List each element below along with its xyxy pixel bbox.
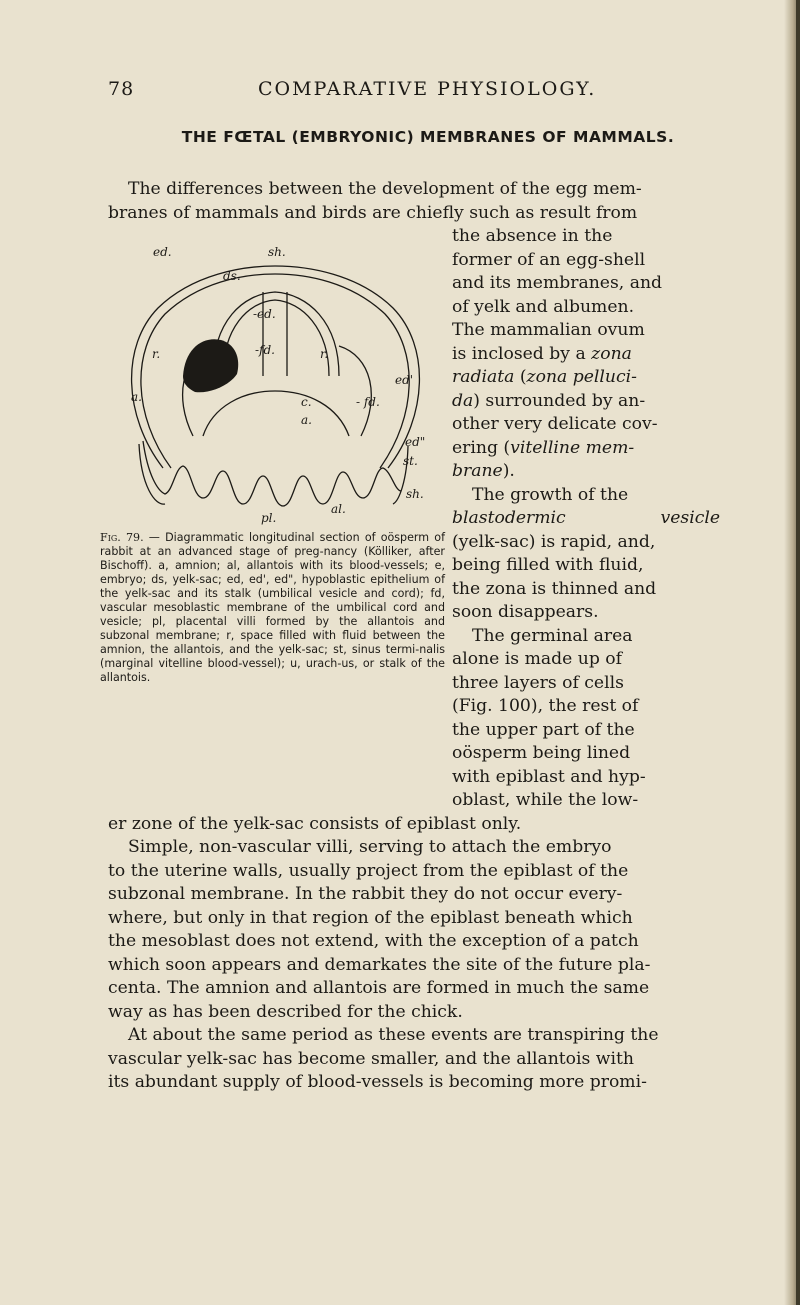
body-line: At about the same period as these events are transpiring the: [128, 1025, 659, 1045]
column-line-19: alone is made up of: [452, 649, 623, 669]
column-italic: blastodermic: [452, 508, 566, 528]
label-a-outer: a.: [131, 390, 142, 404]
yelk-sac-inner: [223, 300, 329, 376]
body-line: centa. The amnion and allantois are formed in much the same: [108, 978, 650, 998]
label-a-inner: a.: [301, 413, 312, 427]
figure-79: [103, 236, 448, 526]
column-italic: zona: [591, 343, 632, 364]
body-line: to the uterine walls, usually project from the epiblast of the: [108, 860, 629, 881]
column-line-4: of yelk and albumen.: [452, 296, 635, 317]
column-line-9: other very delicate cov-: [452, 414, 658, 434]
label-sh: sh.: [268, 245, 286, 259]
column-text: ering (: [452, 437, 511, 458]
column-italic: vitelline mem-: [510, 437, 635, 458]
label-ds: ds.: [223, 269, 241, 283]
column-line-1: the absence in the: [452, 226, 613, 246]
column-text: ) surrounded by an-: [473, 390, 646, 411]
body-line: subzonal membrane. In the rabbit they do not occur every-: [108, 884, 623, 904]
label-pl: pl.: [261, 511, 277, 525]
column-line-10: [452, 437, 720, 461]
column-line-14: (yelk-sac) is rapid, and,: [452, 531, 656, 552]
column-italic: da: [452, 390, 474, 411]
embryo-shape: [183, 339, 238, 392]
column-line-20: three layers of cells: [452, 672, 624, 693]
column-line-3: and its membranes, and: [452, 273, 663, 293]
page-binding: [796, 0, 800, 1305]
label-fd-right: - fd.: [356, 395, 380, 409]
intro-line-1: The differences between the development of the egg mem-: [128, 179, 642, 199]
caption-fig-label: Fig. 79.: [100, 531, 144, 544]
column-italic: radiata: [452, 367, 515, 387]
running-head: COMPARATIVE PHYSIOLOGY.: [258, 78, 597, 100]
label-al: al.: [331, 502, 346, 516]
caption-text: — Diagrammatic longitudinal section of oösperm of rabbit at an advanced stage of preg-nancy (Kölliker, after Bischoff). a, amnion; al, allantois with its blood-vessels; e, embryo; ds, yelk-sac; ed, ed', ed", hypoblastic epithelium of the yelk-sac and its stalk (umbilical vesicle and cord); fd, vascular mesoblastic membrane of the umbilical cord and vesicle; pl, placental villi formed by the allantois and subzonal membrane; r, space filled with fluid between the amnion, the allantois, and the yelk-sac; st, sinus termi-nalis (marginal vitelline blood-vessel); u, urach-us, or stalk of the allantois.: [100, 531, 445, 684]
column-line-21: (Fig. 100), the rest of: [452, 696, 639, 716]
column-line-2: former of an egg-shell: [452, 249, 646, 270]
body-line: which soon appears and demarkates the site of the future pla-: [108, 954, 651, 975]
label-r-right: r.: [320, 347, 329, 361]
column-line-24: with epiblast and hyp-: [452, 766, 646, 787]
inner-arc: [203, 391, 349, 436]
label-r-left: r.: [152, 347, 161, 361]
body-line: Simple, non-vascular villi, serving to attach the embryo: [128, 837, 612, 857]
column-line-23: oösperm being lined: [452, 743, 631, 763]
column-line-16: the zona is thinned and: [452, 578, 657, 599]
label-st: st.: [403, 454, 418, 468]
column-line-17: soon disappears.: [452, 602, 599, 622]
column-line-7: [452, 366, 720, 390]
column-line-18: The germinal area: [472, 625, 633, 646]
column-line-12: The growth of the: [472, 484, 629, 505]
label-ed-prime: ed': [395, 373, 414, 387]
column-line-15: being filled with fluid,: [452, 555, 644, 575]
column-text: (: [514, 367, 527, 387]
label-ed-inner: -ed.: [253, 307, 276, 321]
page-header: [108, 78, 718, 102]
column-italic: vesicle: [660, 508, 720, 528]
label-ed-double: ed": [405, 435, 426, 449]
body-line: its abundant supply of blood-vessels is becoming more promi-: [108, 1072, 647, 1092]
column-text: ).: [502, 461, 515, 481]
column-line-13: [452, 507, 720, 531]
body-line: vascular yelk-sac has become smaller, and the allantois with: [108, 1048, 634, 1069]
column-line-25: oblast, while the low-: [452, 790, 639, 810]
body-line: the mesoblast does not extend, with the exception of a patch: [108, 931, 639, 951]
outer-envelope: [132, 266, 420, 468]
column-line-8: [452, 390, 720, 414]
label-sh-low: sh.: [406, 487, 424, 501]
figure-caption: [100, 531, 445, 685]
column-line-6: [452, 343, 720, 367]
column-italic: zona pelluci-: [526, 367, 637, 387]
body-line: where, but only in that region of the epiblast beneath which: [108, 907, 633, 928]
column-line-22: the upper part of the: [452, 719, 635, 740]
amnion-fold-right: [339, 346, 371, 436]
body-line: way as has been described for the chick.: [108, 1001, 463, 1022]
label-ed: ed.: [153, 245, 172, 259]
column-text: is inclosed by a: [452, 343, 592, 364]
column-line-5: The mammalian ovum: [452, 320, 645, 340]
page-number: 78: [108, 78, 135, 100]
intro-line-2: branes of mammals and birds are chiefly such as result from: [108, 202, 638, 223]
section-title: THE FŒTAL (EMBRYONIC) MEMBRANES OF MAMMALS.: [181, 128, 675, 146]
umbilical-stalk: [263, 292, 287, 376]
placental-villi: [143, 441, 401, 506]
body-line: er zone of the yelk-sac consists of epiblast only.: [108, 813, 522, 834]
column-italic: brane: [452, 461, 503, 481]
outer-envelope-inner: [141, 274, 409, 468]
label-c: c.: [301, 395, 312, 409]
label-fd-inner: -fd.: [255, 343, 275, 357]
column-line-11: [452, 460, 720, 484]
oosperm-section-diagram: [103, 236, 448, 526]
